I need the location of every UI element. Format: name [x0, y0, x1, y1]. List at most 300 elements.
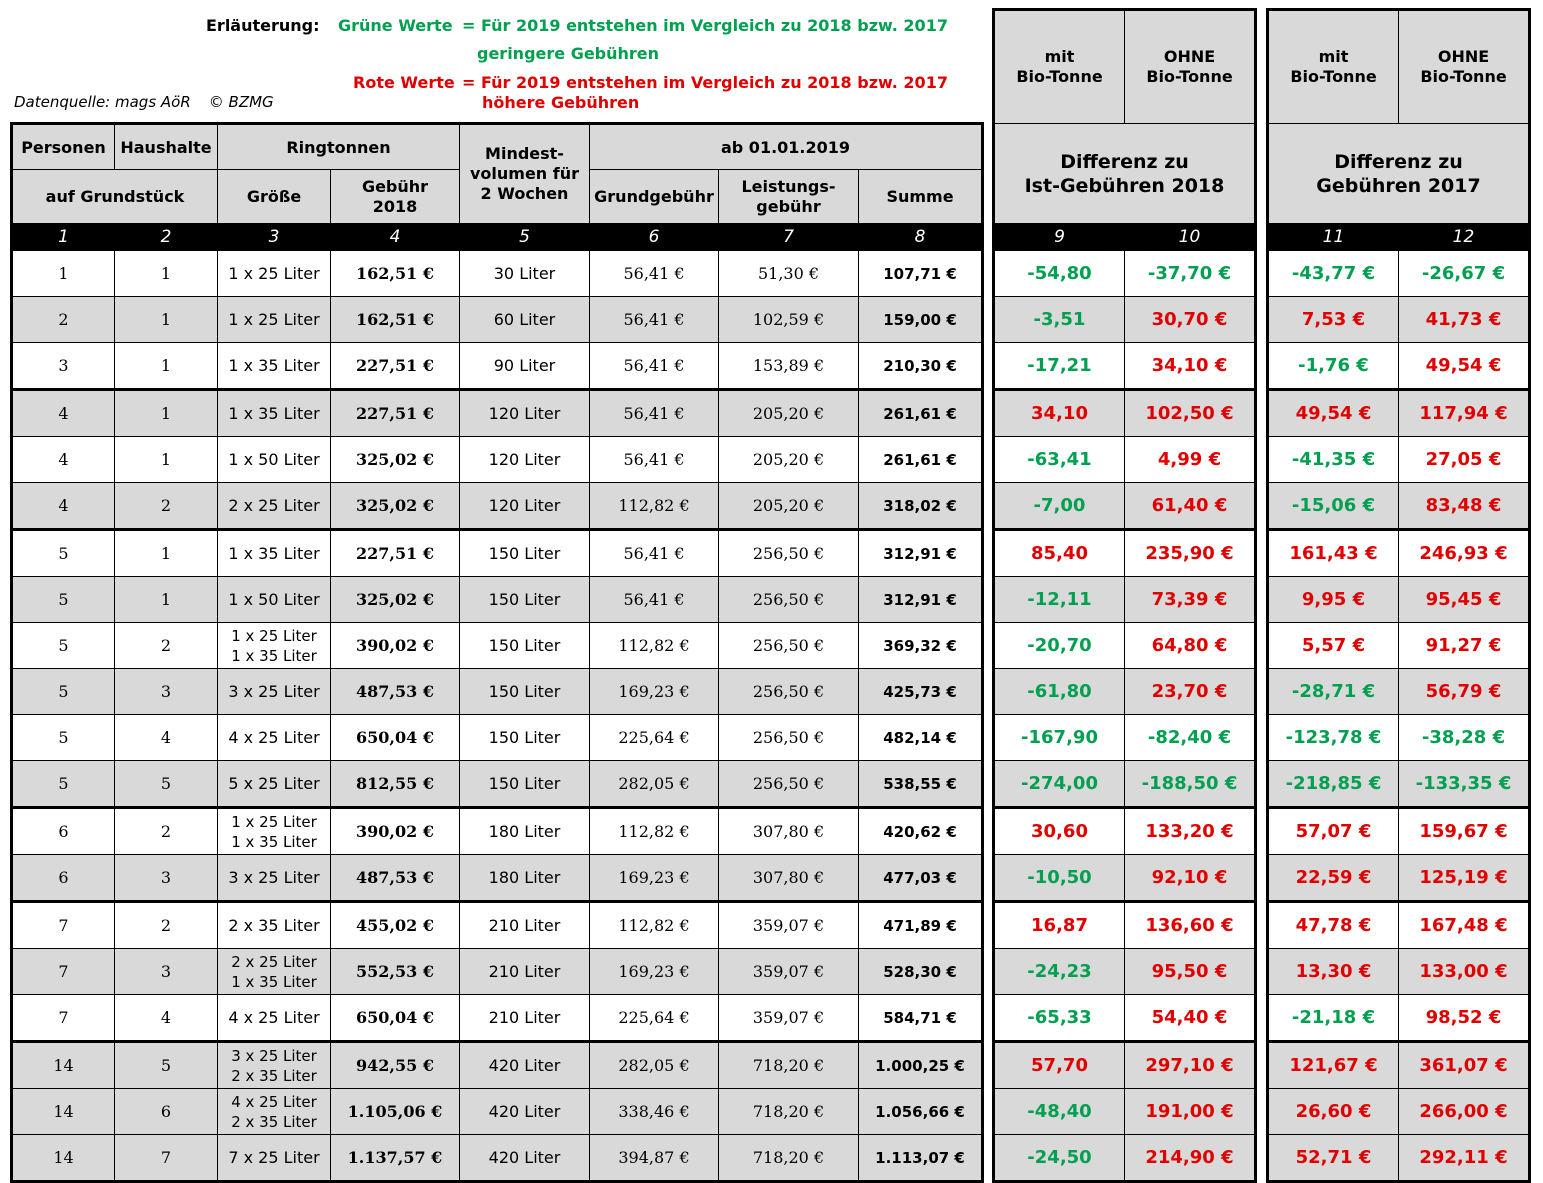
legend-green-name: Grüne Werte — [338, 16, 453, 35]
table-row — [12, 1089, 983, 1135]
diff2018-title-line2: Ist-Gebühren 2018 — [1024, 174, 1225, 197]
cell-leistungsgebuehr: 718,20 € — [719, 1089, 859, 1135]
cell-diff2017-mit: 7,53 € — [1268, 297, 1399, 343]
cell-groesse — [218, 949, 331, 995]
cell-diff2018-ohne: 34,10 € — [1125, 343, 1256, 390]
cell-diff2018-mit: -274,00 — [994, 761, 1125, 808]
cell-diff2018-mit: -65,33 — [994, 995, 1125, 1042]
diff2018-row — [994, 483, 1256, 530]
colnum: 9 — [994, 224, 1125, 251]
cell-gebuehr-2018: 455,02 € — [331, 902, 460, 949]
cell-summe: 584,71 € — [859, 995, 983, 1042]
cell-grundgebuehr: 225,64 € — [590, 995, 719, 1042]
colnum: 11 — [1268, 224, 1399, 251]
cell-diff2018-ohne: 30,70 € — [1125, 297, 1256, 343]
cell-gebuehr-2018: 227,51 € — [331, 343, 460, 390]
cell-groesse — [218, 855, 331, 902]
cell-personen: 6 — [12, 855, 115, 902]
source-note — [14, 93, 274, 111]
cell-personen: 5 — [12, 577, 115, 623]
colnum: 12 — [1399, 224, 1530, 251]
cell-diff2017-ohne: 98,52 € — [1399, 995, 1530, 1042]
diff2017-row — [1268, 577, 1530, 623]
cell-diff2017-ohne: 159,67 € — [1399, 808, 1530, 855]
diff2018-row — [994, 623, 1256, 669]
cell-personen: 4 — [12, 390, 115, 437]
cell-diff2017-ohne: 246,93 € — [1399, 530, 1530, 577]
cell-diff2018-mit: -24,23 — [994, 949, 1125, 995]
cell-diff2018-ohne: 102,50 € — [1125, 390, 1256, 437]
cell-grundgebuehr: 56,41 € — [590, 530, 719, 577]
cell-grundgebuehr: 112,82 € — [590, 902, 719, 949]
cell-groesse — [218, 902, 331, 949]
cell-gebuehr-2018: 942,55 € — [331, 1042, 460, 1089]
cell-mindestvolumen: 180 Liter — [460, 808, 590, 855]
cell-groesse — [218, 483, 331, 530]
cell-grundgebuehr: 56,41 € — [590, 437, 719, 483]
diff2017-row — [1268, 1042, 1530, 1089]
cell-haushalte: 1 — [115, 530, 218, 577]
cell-groesse — [218, 808, 331, 855]
cell-diff2017-ohne: 133,00 € — [1399, 949, 1530, 995]
cell-gebuehr-2018: 1.137,57 € — [331, 1135, 460, 1182]
cell-haushalte: 4 — [115, 995, 218, 1042]
source-text: Datenquelle: mags AöR — [14, 93, 191, 111]
cell-personen: 14 — [12, 1089, 115, 1135]
cell-diff2018-mit: -20,70 — [994, 623, 1125, 669]
cell-diff2018-ohne: -188,50 € — [1125, 761, 1256, 808]
cell-leistungsgebuehr: 359,07 € — [719, 949, 859, 995]
diff2017-mit-line2: Bio-Tonne — [1290, 67, 1377, 86]
cell-gebuehr-2018: 325,02 € — [331, 437, 460, 483]
cell-personen: 4 — [12, 483, 115, 530]
cell-personen: 5 — [12, 669, 115, 715]
diff2017-row — [1268, 343, 1530, 390]
cell-diff2017-mit: 161,43 € — [1268, 530, 1399, 577]
diff2018-row — [994, 1042, 1256, 1089]
cell-groesse — [218, 669, 331, 715]
table-row — [12, 343, 983, 390]
header-leistungsgebuehr — [719, 170, 859, 224]
cell-diff2017-mit: 13,30 € — [1268, 949, 1399, 995]
cell-diff2017-ohne: 117,94 € — [1399, 390, 1530, 437]
header-grundstueck: auf Grundstück — [12, 170, 218, 224]
cell-diff2018-ohne: 61,40 € — [1125, 483, 1256, 530]
header-gebuehr-line1: Gebühr — [361, 176, 429, 196]
cell-diff2017-ohne: 41,73 € — [1399, 297, 1530, 343]
diff2018-row — [994, 437, 1256, 483]
cell-summe: 425,73 € — [859, 669, 983, 715]
table-row — [12, 902, 983, 949]
cell-groesse — [218, 251, 331, 297]
diff2018-row — [994, 577, 1256, 623]
cell-diff2017-mit: 9,95 € — [1268, 577, 1399, 623]
cell-diff2017-mit: 121,67 € — [1268, 1042, 1399, 1089]
cell-summe: 369,32 € — [859, 623, 983, 669]
cell-grundgebuehr: 169,23 € — [590, 855, 719, 902]
colnum: 1 — [12, 224, 115, 251]
cell-diff2018-ohne: 235,90 € — [1125, 530, 1256, 577]
cell-diff2018-mit: -48,40 — [994, 1089, 1125, 1135]
header-mindestvolumen — [460, 124, 590, 224]
cell-haushalte: 1 — [115, 390, 218, 437]
cell-personen: 14 — [12, 1135, 115, 1182]
cell-diff2018-ohne: 297,10 € — [1125, 1042, 1256, 1089]
diff2018-row — [994, 669, 1256, 715]
header-groesse: Größe — [218, 170, 331, 224]
main-fee-table — [10, 122, 984, 1183]
cell-diff2018-ohne: 64,80 € — [1125, 623, 1256, 669]
cell-diff2017-ohne: 27,05 € — [1399, 437, 1530, 483]
cell-groesse — [218, 761, 331, 808]
cell-leistungsgebuehr: 205,20 € — [719, 483, 859, 530]
cell-diff2018-ohne: 133,20 € — [1125, 808, 1256, 855]
cell-grundgebuehr: 112,82 € — [590, 483, 719, 530]
cell-mindestvolumen: 120 Liter — [460, 437, 590, 483]
cell-leistungsgebuehr: 256,50 € — [719, 623, 859, 669]
diff2017-row — [1268, 669, 1530, 715]
table-row — [12, 297, 983, 343]
cell-groesse — [218, 1135, 331, 1182]
cell-haushalte: 5 — [115, 1042, 218, 1089]
cell-gebuehr-2018: 487,53 € — [331, 669, 460, 715]
diff2017-row — [1268, 530, 1530, 577]
colnum: 7 — [719, 224, 859, 251]
diff2018-row — [994, 808, 1256, 855]
cell-leistungsgebuehr: 51,30 € — [719, 251, 859, 297]
size-line: 1 x 35 Liter — [231, 646, 317, 665]
size-line: 2 x 35 Liter — [228, 916, 320, 935]
size-line: 2 x 25 Liter — [228, 496, 320, 515]
diff2018-row — [994, 530, 1256, 577]
cell-groesse — [218, 1042, 331, 1089]
cell-leistungsgebuehr: 205,20 € — [719, 437, 859, 483]
size-line: 1 x 50 Liter — [228, 450, 320, 469]
table-row — [12, 483, 983, 530]
legend-green-text: = Für 2019 entstehen im Vergleich zu 2018 bzw. 2017 — [462, 16, 948, 35]
size-line: 4 x 25 Liter — [228, 728, 320, 747]
cell-groesse — [218, 297, 331, 343]
cell-gebuehr-2018: 1.105,06 € — [331, 1089, 460, 1135]
header-gebuehr-2018 — [331, 170, 460, 224]
header-summe: Summe — [859, 170, 983, 224]
cell-summe: 261,61 € — [859, 390, 983, 437]
header-mindest-line3: 2 Wochen — [480, 184, 569, 203]
colnum: 2 — [115, 224, 218, 251]
colnum: 3 — [218, 224, 331, 251]
cell-summe: 159,00 € — [859, 297, 983, 343]
cell-diff2018-mit: -63,41 — [994, 437, 1125, 483]
cell-personen: 6 — [12, 808, 115, 855]
cell-grundgebuehr: 56,41 € — [590, 251, 719, 297]
diff2018-row — [994, 995, 1256, 1042]
colnum: 6 — [590, 224, 719, 251]
cell-grundgebuehr: 282,05 € — [590, 1042, 719, 1089]
cell-summe: 471,89 € — [859, 902, 983, 949]
cell-gebuehr-2018: 390,02 € — [331, 808, 460, 855]
cell-grundgebuehr: 169,23 € — [590, 949, 719, 995]
header-haushalte: Haushalte — [115, 124, 218, 170]
cell-haushalte: 5 — [115, 761, 218, 808]
cell-personen: 7 — [12, 949, 115, 995]
cell-gebuehr-2018: 552,53 € — [331, 949, 460, 995]
cell-personen: 1 — [12, 251, 115, 297]
diff-2018-table — [992, 8, 1257, 1183]
diff2017-row — [1268, 1135, 1530, 1182]
cell-haushalte: 1 — [115, 297, 218, 343]
table-row — [12, 761, 983, 808]
cell-diff2017-mit: -41,35 € — [1268, 437, 1399, 483]
cell-leistungsgebuehr: 307,80 € — [719, 808, 859, 855]
cell-gebuehr-2018: 162,51 € — [331, 297, 460, 343]
diff2018-row — [994, 251, 1256, 297]
cell-summe: 312,91 € — [859, 577, 983, 623]
cell-haushalte: 3 — [115, 949, 218, 995]
cell-diff2017-ohne: 56,79 € — [1399, 669, 1530, 715]
cell-personen: 14 — [12, 1042, 115, 1089]
cell-diff2017-mit: 52,71 € — [1268, 1135, 1399, 1182]
header-mindest-line1: Mindest- — [485, 144, 564, 163]
cell-summe: 1.056,66 € — [859, 1089, 983, 1135]
size-line: 7 x 25 Liter — [228, 1148, 320, 1167]
cell-diff2017-mit: 26,60 € — [1268, 1089, 1399, 1135]
size-line: 1 x 25 Liter — [228, 264, 320, 283]
cell-diff2017-ohne: 167,48 € — [1399, 902, 1530, 949]
diff2018-row — [994, 902, 1256, 949]
cell-grundgebuehr: 169,23 € — [590, 669, 719, 715]
cell-leistungsgebuehr: 256,50 € — [719, 530, 859, 577]
diff2017-row — [1268, 623, 1530, 669]
diff2017-title-line1: Differenz zu — [1334, 150, 1463, 173]
cell-gebuehr-2018: 487,53 € — [331, 855, 460, 902]
cell-diff2017-ohne: 49,54 € — [1399, 343, 1530, 390]
cell-summe: 210,30 € — [859, 343, 983, 390]
cell-diff2018-ohne: -37,70 € — [1125, 251, 1256, 297]
size-line: 2 x 25 Liter — [231, 952, 317, 971]
header-grundgebuehr: Grundgebühr — [590, 170, 719, 224]
cell-gebuehr-2018: 227,51 € — [331, 390, 460, 437]
cell-gebuehr-2018: 650,04 € — [331, 995, 460, 1042]
cell-groesse — [218, 1089, 331, 1135]
cell-leistungsgebuehr: 256,50 € — [719, 669, 859, 715]
cell-mindestvolumen: 150 Liter — [460, 623, 590, 669]
cell-haushalte: 2 — [115, 808, 218, 855]
cell-diff2017-ohne: -133,35 € — [1399, 761, 1530, 808]
diff2018-mit-line2: Bio-Tonne — [1016, 67, 1103, 86]
cell-haushalte: 1 — [115, 343, 218, 390]
diff2017-row — [1268, 995, 1530, 1042]
legend-red-text2: höhere Gebühren — [482, 93, 640, 112]
size-line: 3 x 25 Liter — [228, 682, 320, 701]
table-row — [12, 577, 983, 623]
cell-haushalte: 1 — [115, 437, 218, 483]
cell-mindestvolumen: 180 Liter — [460, 855, 590, 902]
cell-mindestvolumen: 60 Liter — [460, 297, 590, 343]
cell-diff2018-mit: -167,90 — [994, 715, 1125, 761]
colnum: 4 — [331, 224, 460, 251]
cell-diff2018-mit: -12,11 — [994, 577, 1125, 623]
diff2018-row — [994, 343, 1256, 390]
cell-groesse — [218, 530, 331, 577]
cell-diff2018-ohne: -82,40 € — [1125, 715, 1256, 761]
header-leistung-line1: Leistungs- — [741, 176, 836, 196]
diff2017-title-line2: Gebühren 2017 — [1316, 174, 1481, 197]
cell-groesse — [218, 343, 331, 390]
cell-personen: 7 — [12, 902, 115, 949]
size-line: 4 x 25 Liter — [228, 1008, 320, 1027]
diff2018-row — [994, 390, 1256, 437]
cell-leistungsgebuehr: 102,59 € — [719, 297, 859, 343]
cell-mindestvolumen: 90 Liter — [460, 343, 590, 390]
cell-haushalte: 6 — [115, 1089, 218, 1135]
cell-grundgebuehr: 56,41 € — [590, 297, 719, 343]
table-row — [12, 251, 983, 297]
size-line: 2 x 35 Liter — [231, 1112, 317, 1131]
cell-summe: 318,02 € — [859, 483, 983, 530]
size-line: 3 x 25 Liter — [228, 868, 320, 887]
cell-gebuehr-2018: 227,51 € — [331, 530, 460, 577]
diff2018-row — [994, 949, 1256, 995]
cell-haushalte: 7 — [115, 1135, 218, 1182]
table-row — [12, 1042, 983, 1089]
cell-groesse — [218, 437, 331, 483]
cell-mindestvolumen: 210 Liter — [460, 902, 590, 949]
cell-grundgebuehr: 56,41 € — [590, 343, 719, 390]
cell-leistungsgebuehr: 359,07 € — [719, 995, 859, 1042]
cell-groesse — [218, 715, 331, 761]
legend-red-name: Rote Werte — [353, 73, 455, 92]
size-line: 3 x 25 Liter — [231, 1046, 317, 1065]
size-line: 2 x 35 Liter — [231, 1066, 317, 1085]
diff2018-mit-line1: mit — [1044, 47, 1075, 66]
cell-leistungsgebuehr: 256,50 € — [719, 577, 859, 623]
cell-diff2018-mit: 30,60 — [994, 808, 1125, 855]
cell-diff2017-mit: 5,57 € — [1268, 623, 1399, 669]
cell-diff2018-ohne: 136,60 € — [1125, 902, 1256, 949]
diff2017-row — [1268, 808, 1530, 855]
diff2018-row — [994, 855, 1256, 902]
table-row — [12, 437, 983, 483]
cell-leistungsgebuehr: 205,20 € — [719, 390, 859, 437]
cell-summe: 482,14 € — [859, 715, 983, 761]
diff2017-row — [1268, 761, 1530, 808]
cell-groesse — [218, 623, 331, 669]
cell-mindestvolumen: 150 Liter — [460, 761, 590, 808]
diff2017-ohne-line1: OHNE — [1437, 47, 1490, 66]
cell-diff2018-ohne: 54,40 € — [1125, 995, 1256, 1042]
cell-grundgebuehr: 338,46 € — [590, 1089, 719, 1135]
cell-haushalte: 3 — [115, 855, 218, 902]
diff2017-row — [1268, 855, 1530, 902]
cell-mindestvolumen: 150 Liter — [460, 715, 590, 761]
cell-diff2017-ohne: -26,67 € — [1399, 251, 1530, 297]
diff2018-row — [994, 1135, 1256, 1182]
size-line: 1 x 35 Liter — [231, 832, 317, 851]
header-leistung-line2: gebühr — [756, 196, 821, 216]
size-line: 5 x 25 Liter — [228, 774, 320, 793]
diff2018-title — [994, 124, 1256, 224]
diff2017-row — [1268, 297, 1530, 343]
header-ab-datum: ab 01.01.2019 — [590, 124, 983, 170]
cell-mindestvolumen: 420 Liter — [460, 1135, 590, 1182]
diff2018-row — [994, 297, 1256, 343]
cell-diff2018-mit: -10,50 — [994, 855, 1125, 902]
cell-personen: 2 — [12, 297, 115, 343]
cell-gebuehr-2018: 325,02 € — [331, 483, 460, 530]
header-gebuehr-line2: 2018 — [372, 196, 418, 216]
header-personen: Personen — [12, 124, 115, 170]
cell-diff2018-ohne: 23,70 € — [1125, 669, 1256, 715]
cell-diff2018-mit: -54,80 — [994, 251, 1125, 297]
cell-personen: 3 — [12, 343, 115, 390]
cell-summe: 477,03 € — [859, 855, 983, 902]
cell-leistungsgebuehr: 718,20 € — [719, 1042, 859, 1089]
size-line: 1 x 25 Liter — [228, 310, 320, 329]
cell-diff2017-ohne: 91,27 € — [1399, 623, 1530, 669]
diff2018-mit-header — [994, 10, 1125, 124]
cell-personen: 5 — [12, 623, 115, 669]
cell-diff2017-mit: 57,07 € — [1268, 808, 1399, 855]
cell-summe: 1.000,25 € — [859, 1042, 983, 1089]
cell-mindestvolumen: 120 Liter — [460, 483, 590, 530]
cell-diff2018-mit: 34,10 — [994, 390, 1125, 437]
cell-diff2017-ohne: 292,11 € — [1399, 1135, 1530, 1182]
cell-groesse — [218, 995, 331, 1042]
diff2017-row — [1268, 715, 1530, 761]
cell-grundgebuehr: 112,82 € — [590, 808, 719, 855]
size-line: 1 x 25 Liter — [231, 626, 317, 645]
diff2017-row — [1268, 437, 1530, 483]
diff2017-mit-line1: mit — [1318, 47, 1349, 66]
cell-diff2017-mit: -43,77 € — [1268, 251, 1399, 297]
size-line: 1 x 25 Liter — [231, 812, 317, 831]
cell-groesse — [218, 390, 331, 437]
cell-personen: 5 — [12, 530, 115, 577]
cell-personen: 7 — [12, 995, 115, 1042]
table-row — [12, 669, 983, 715]
legend-label: Erläuterung: — [206, 16, 320, 35]
cell-diff2018-ohne: 191,00 € — [1125, 1089, 1256, 1135]
size-line: 1 x 35 Liter — [228, 404, 320, 423]
cell-diff2017-ohne: 361,07 € — [1399, 1042, 1530, 1089]
colnum: 10 — [1125, 224, 1256, 251]
diff2018-ohne-line2: Bio-Tonne — [1146, 67, 1233, 86]
cell-grundgebuehr: 282,05 € — [590, 761, 719, 808]
cell-mindestvolumen: 150 Liter — [460, 577, 590, 623]
diff2017-mit-header — [1268, 10, 1399, 124]
table-row — [12, 390, 983, 437]
header-mindest-line2: volumen für — [469, 164, 580, 183]
cell-mindestvolumen: 150 Liter — [460, 669, 590, 715]
colnum: 5 — [460, 224, 590, 251]
cell-haushalte: 4 — [115, 715, 218, 761]
table-row — [12, 530, 983, 577]
cell-diff2017-ohne: 266,00 € — [1399, 1089, 1530, 1135]
cell-diff2017-mit: 49,54 € — [1268, 390, 1399, 437]
cell-gebuehr-2018: 325,02 € — [331, 577, 460, 623]
diff2017-row — [1268, 902, 1530, 949]
diff2018-row — [994, 715, 1256, 761]
cell-mindestvolumen: 210 Liter — [460, 949, 590, 995]
cell-diff2018-ohne: 214,90 € — [1125, 1135, 1256, 1182]
diff2018-row — [994, 1089, 1256, 1135]
cell-haushalte: 1 — [115, 577, 218, 623]
cell-haushalte: 2 — [115, 483, 218, 530]
cell-diff2017-mit: 47,78 € — [1268, 902, 1399, 949]
cell-diff2018-ohne: 92,10 € — [1125, 855, 1256, 902]
table-row — [12, 808, 983, 855]
table-row — [12, 623, 983, 669]
